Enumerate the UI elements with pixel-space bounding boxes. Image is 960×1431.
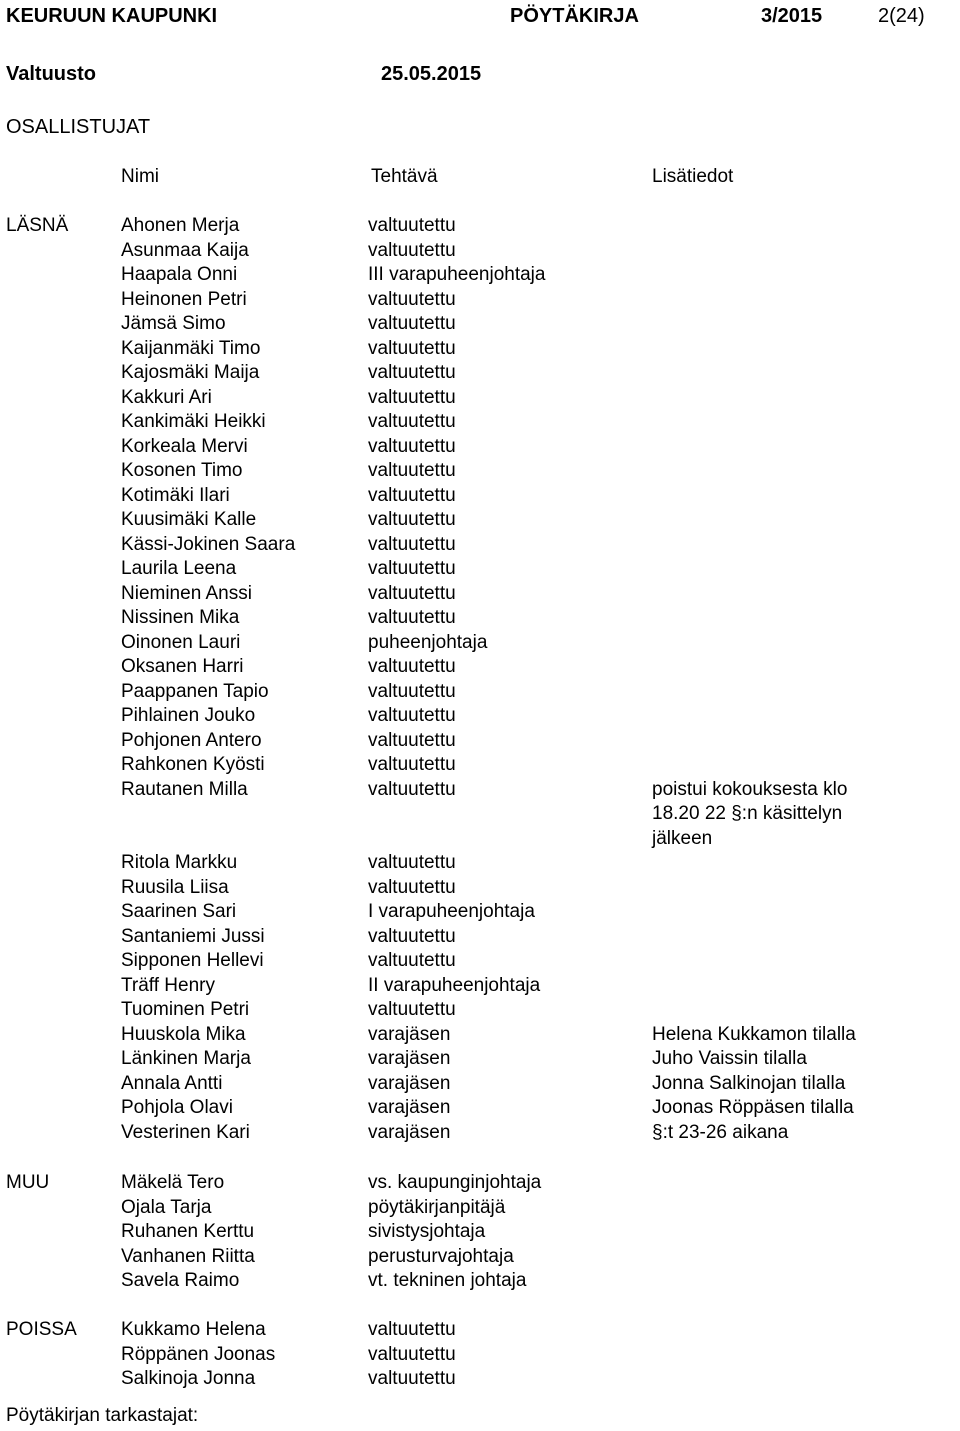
- page-number: 2(24): [878, 5, 925, 27]
- participant-row: [0, 214, 960, 239]
- participant-name: Saarinen Sari: [121, 901, 237, 922]
- participant-info: Juho Vaissin tilalla: [652, 1048, 807, 1069]
- participant-name: Oinonen Lauri: [121, 631, 241, 653]
- participant-role: valtuutettu: [368, 950, 456, 971]
- participant-row: [0, 974, 960, 999]
- column-header-name: Nimi: [121, 166, 159, 187]
- participant-name: Kässi-Jokinen Saara: [121, 533, 296, 555]
- participant-role: valtuutettu: [368, 239, 456, 261]
- participant-info: Helena Kukkamon tilalla: [652, 1023, 856, 1045]
- participant-name: Huuskola Mika: [121, 1023, 246, 1045]
- participant-row: [0, 1245, 960, 1270]
- participant-role: valtuutettu: [368, 999, 456, 1020]
- group-label: LÄSNÄ: [6, 215, 69, 236]
- participant-name: Pohjola Olavi: [121, 1097, 233, 1118]
- group-label: MUU: [6, 1172, 50, 1193]
- participant-role: valtuutettu: [368, 876, 456, 898]
- participant-info: Joonas Röppäsen tilalla: [652, 1097, 854, 1118]
- participant-role: valtuutettu: [368, 729, 456, 751]
- participant-role: valtuutettu: [368, 435, 456, 457]
- participant-role: puheenjohtaja: [368, 631, 488, 653]
- participant-row: [0, 1171, 960, 1196]
- participant-info: 18.20 22 §:n käsittelyn: [652, 803, 843, 824]
- participant-role: valtuutettu: [368, 656, 456, 677]
- participant-role: varajäsen: [368, 1072, 451, 1094]
- org-name: KEURUUN KAUPUNKI: [6, 5, 218, 27]
- participant-info: Jonna Salkinojan tilalla: [652, 1072, 846, 1094]
- participant-row: [0, 435, 960, 460]
- participant-role: sivistysjohtaja: [368, 1221, 486, 1242]
- participant-role: pöytäkirjanpitäjä: [368, 1196, 506, 1218]
- participant-name: Pohjonen Antero: [121, 729, 262, 751]
- participant-name: Ritola Markku: [121, 852, 238, 873]
- participant-name: Rahkonen Kyösti: [121, 754, 265, 775]
- section-title: OSALLISTUJAT: [6, 116, 151, 138]
- participant-name: Röppänen Joonas: [121, 1343, 276, 1365]
- participant-row: [0, 1318, 960, 1343]
- participant-row: [0, 1220, 960, 1245]
- participant-name: Kaijanmäki Timo: [121, 337, 261, 359]
- participant-row: [0, 949, 960, 974]
- participant-role: valtuutettu: [368, 288, 456, 310]
- reviewers-label: Pöytäkirjan tarkastajat:: [6, 1405, 199, 1426]
- doc-type: PÖYTÄKIRJA: [510, 5, 639, 27]
- meeting-date: 25.05.2015: [381, 63, 482, 85]
- participant-name: Nieminen Anssi: [121, 582, 252, 604]
- participant-role: valtuutettu: [368, 362, 456, 383]
- participant-role: III varapuheenjohtaja: [368, 264, 546, 285]
- participant-role: valtuutettu: [368, 411, 456, 432]
- participant-row: [0, 851, 960, 876]
- group-label: POISSA: [6, 1319, 77, 1340]
- participant-name: Savela Raimo: [121, 1270, 240, 1291]
- meeting-body: Valtuusto: [6, 63, 97, 85]
- doc-number: 3/2015: [761, 5, 823, 27]
- participant-name: Laurila Leena: [121, 558, 237, 579]
- participant-name: Santaniemi Jussi: [121, 925, 265, 947]
- participant-row: [0, 484, 960, 509]
- participant-info: poistui kokouksesta klo: [652, 778, 848, 800]
- participant-role: valtuutettu: [368, 533, 456, 555]
- participant-role: valtuutettu: [368, 607, 456, 628]
- participant-row: [0, 337, 960, 362]
- participant-role: valtuutettu: [368, 313, 456, 334]
- participant-role: valtuutettu: [368, 582, 456, 604]
- participant-row: [0, 239, 960, 264]
- participant-row: [0, 386, 960, 411]
- participant-row: [0, 263, 960, 288]
- participant-name: Ruusila Liisa: [121, 876, 229, 898]
- participant-name: Paappanen Tapio: [121, 680, 269, 702]
- participant-role: varajäsen: [368, 1097, 451, 1118]
- participant-row: [0, 1196, 960, 1221]
- participant-name: Mäkelä Tero: [121, 1172, 225, 1193]
- participant-name: Tuominen Petri: [121, 999, 250, 1020]
- participant-name: Kakkuri Ari: [121, 386, 212, 408]
- participant-name: Sipponen Hellevi: [121, 950, 264, 971]
- participant-row: [0, 778, 960, 803]
- participant-row: [0, 459, 960, 484]
- participant-row: [0, 1047, 960, 1072]
- participant-row: [0, 533, 960, 558]
- participant-name: Nissinen Mika: [121, 607, 240, 628]
- participant-row: [0, 1121, 960, 1146]
- participant-row: [0, 557, 960, 582]
- participant-name: Rautanen Milla: [121, 778, 248, 800]
- participant-role: valtuutettu: [368, 484, 456, 506]
- participant-role: valtuutettu: [368, 1343, 456, 1365]
- participant-name: Vanhanen Riitta: [121, 1245, 255, 1267]
- participant-row: [0, 827, 960, 852]
- participant-info: §:t 23-26 aikana: [652, 1121, 789, 1143]
- participant-name: Annala Antti: [121, 1072, 223, 1094]
- participant-name: Heinonen Petri: [121, 288, 247, 310]
- participant-name: Kajosmäki Maija: [121, 362, 260, 383]
- participant-role: vs. kaupunginjohtaja: [368, 1172, 542, 1193]
- participant-row: [0, 704, 960, 729]
- participant-role: I varapuheenjohtaja: [368, 901, 535, 922]
- participant-role: valtuutettu: [368, 1319, 456, 1340]
- participant-role: vt. tekninen johtaja: [368, 1270, 527, 1291]
- participant-name: Kankimäki Heikki: [121, 411, 266, 432]
- participant-name: Kukkamo Helena: [121, 1319, 266, 1340]
- participant-row: [0, 410, 960, 435]
- participant-name: Vesterinen Kari: [121, 1121, 250, 1143]
- participant-row: [0, 508, 960, 533]
- column-header-info: Lisätiedot: [652, 166, 734, 187]
- participant-role: valtuutettu: [368, 754, 456, 775]
- participant-row: [0, 802, 960, 827]
- participant-role: valtuutettu: [368, 925, 456, 947]
- participant-role: valtuutettu: [368, 1368, 456, 1389]
- participant-role: valtuutettu: [368, 509, 456, 530]
- participant-row: [0, 1343, 960, 1368]
- participant-row: [0, 1072, 960, 1097]
- participant-role: valtuutettu: [368, 680, 456, 702]
- participant-row: [0, 582, 960, 607]
- participant-name: Jämsä Simo: [121, 313, 226, 334]
- participant-role: valtuutettu: [368, 460, 456, 481]
- participant-name: Asunmaa Kaija: [121, 239, 249, 261]
- column-header-role: Tehtävä: [371, 166, 438, 187]
- participant-name: Haapala Onni: [121, 264, 238, 285]
- participant-role: valtuutettu: [368, 778, 456, 800]
- participant-role: II varapuheenjohtaja: [368, 974, 541, 996]
- participant-name: Pihlainen Jouko: [121, 705, 256, 726]
- participant-row: [0, 606, 960, 631]
- participant-info: jälkeen: [652, 827, 713, 849]
- participant-row: [0, 998, 960, 1023]
- participant-name: Kotimäki Ilari: [121, 484, 230, 506]
- participant-row: [0, 753, 960, 778]
- participant-name: Träff Henry: [121, 974, 215, 996]
- participant-name: Länkinen Marja: [121, 1048, 251, 1069]
- participant-role: valtuutettu: [368, 558, 456, 579]
- participant-row: [0, 876, 960, 901]
- participant-row: [0, 1367, 960, 1392]
- participant-role: valtuutettu: [368, 337, 456, 359]
- participant-role: varajäsen: [368, 1048, 451, 1069]
- participant-row: [0, 729, 960, 754]
- participant-row: [0, 680, 960, 705]
- participant-role: valtuutettu: [368, 705, 456, 726]
- participant-role: valtuutettu: [368, 852, 456, 873]
- participant-name: Ahonen Merja: [121, 215, 240, 236]
- participant-row: [0, 631, 960, 656]
- participant-role: varajäsen: [368, 1023, 451, 1045]
- participant-row: [0, 900, 960, 925]
- participant-row: [0, 1269, 960, 1294]
- participant-row: [0, 361, 960, 386]
- participant-row: [0, 1023, 960, 1048]
- participant-role: valtuutettu: [368, 386, 456, 408]
- participant-row: [0, 288, 960, 313]
- participant-role: varajäsen: [368, 1121, 451, 1143]
- participant-role: perusturvajohtaja: [368, 1245, 514, 1267]
- participant-name: Salkinoja Jonna: [121, 1368, 256, 1389]
- participant-row: [0, 655, 960, 680]
- participant-name: Kuusimäki Kalle: [121, 509, 257, 530]
- participant-name: Ojala Tarja: [121, 1196, 212, 1218]
- participant-row: [0, 312, 960, 337]
- participant-role: valtuutettu: [368, 215, 456, 236]
- participant-row: [0, 1096, 960, 1121]
- participant-name: Ruhanen Kerttu: [121, 1221, 255, 1242]
- participant-name: Oksanen Harri: [121, 656, 244, 677]
- participant-row: [0, 925, 960, 950]
- participant-name: Korkeala Mervi: [121, 435, 248, 457]
- participant-name: Kosonen Timo: [121, 460, 243, 481]
